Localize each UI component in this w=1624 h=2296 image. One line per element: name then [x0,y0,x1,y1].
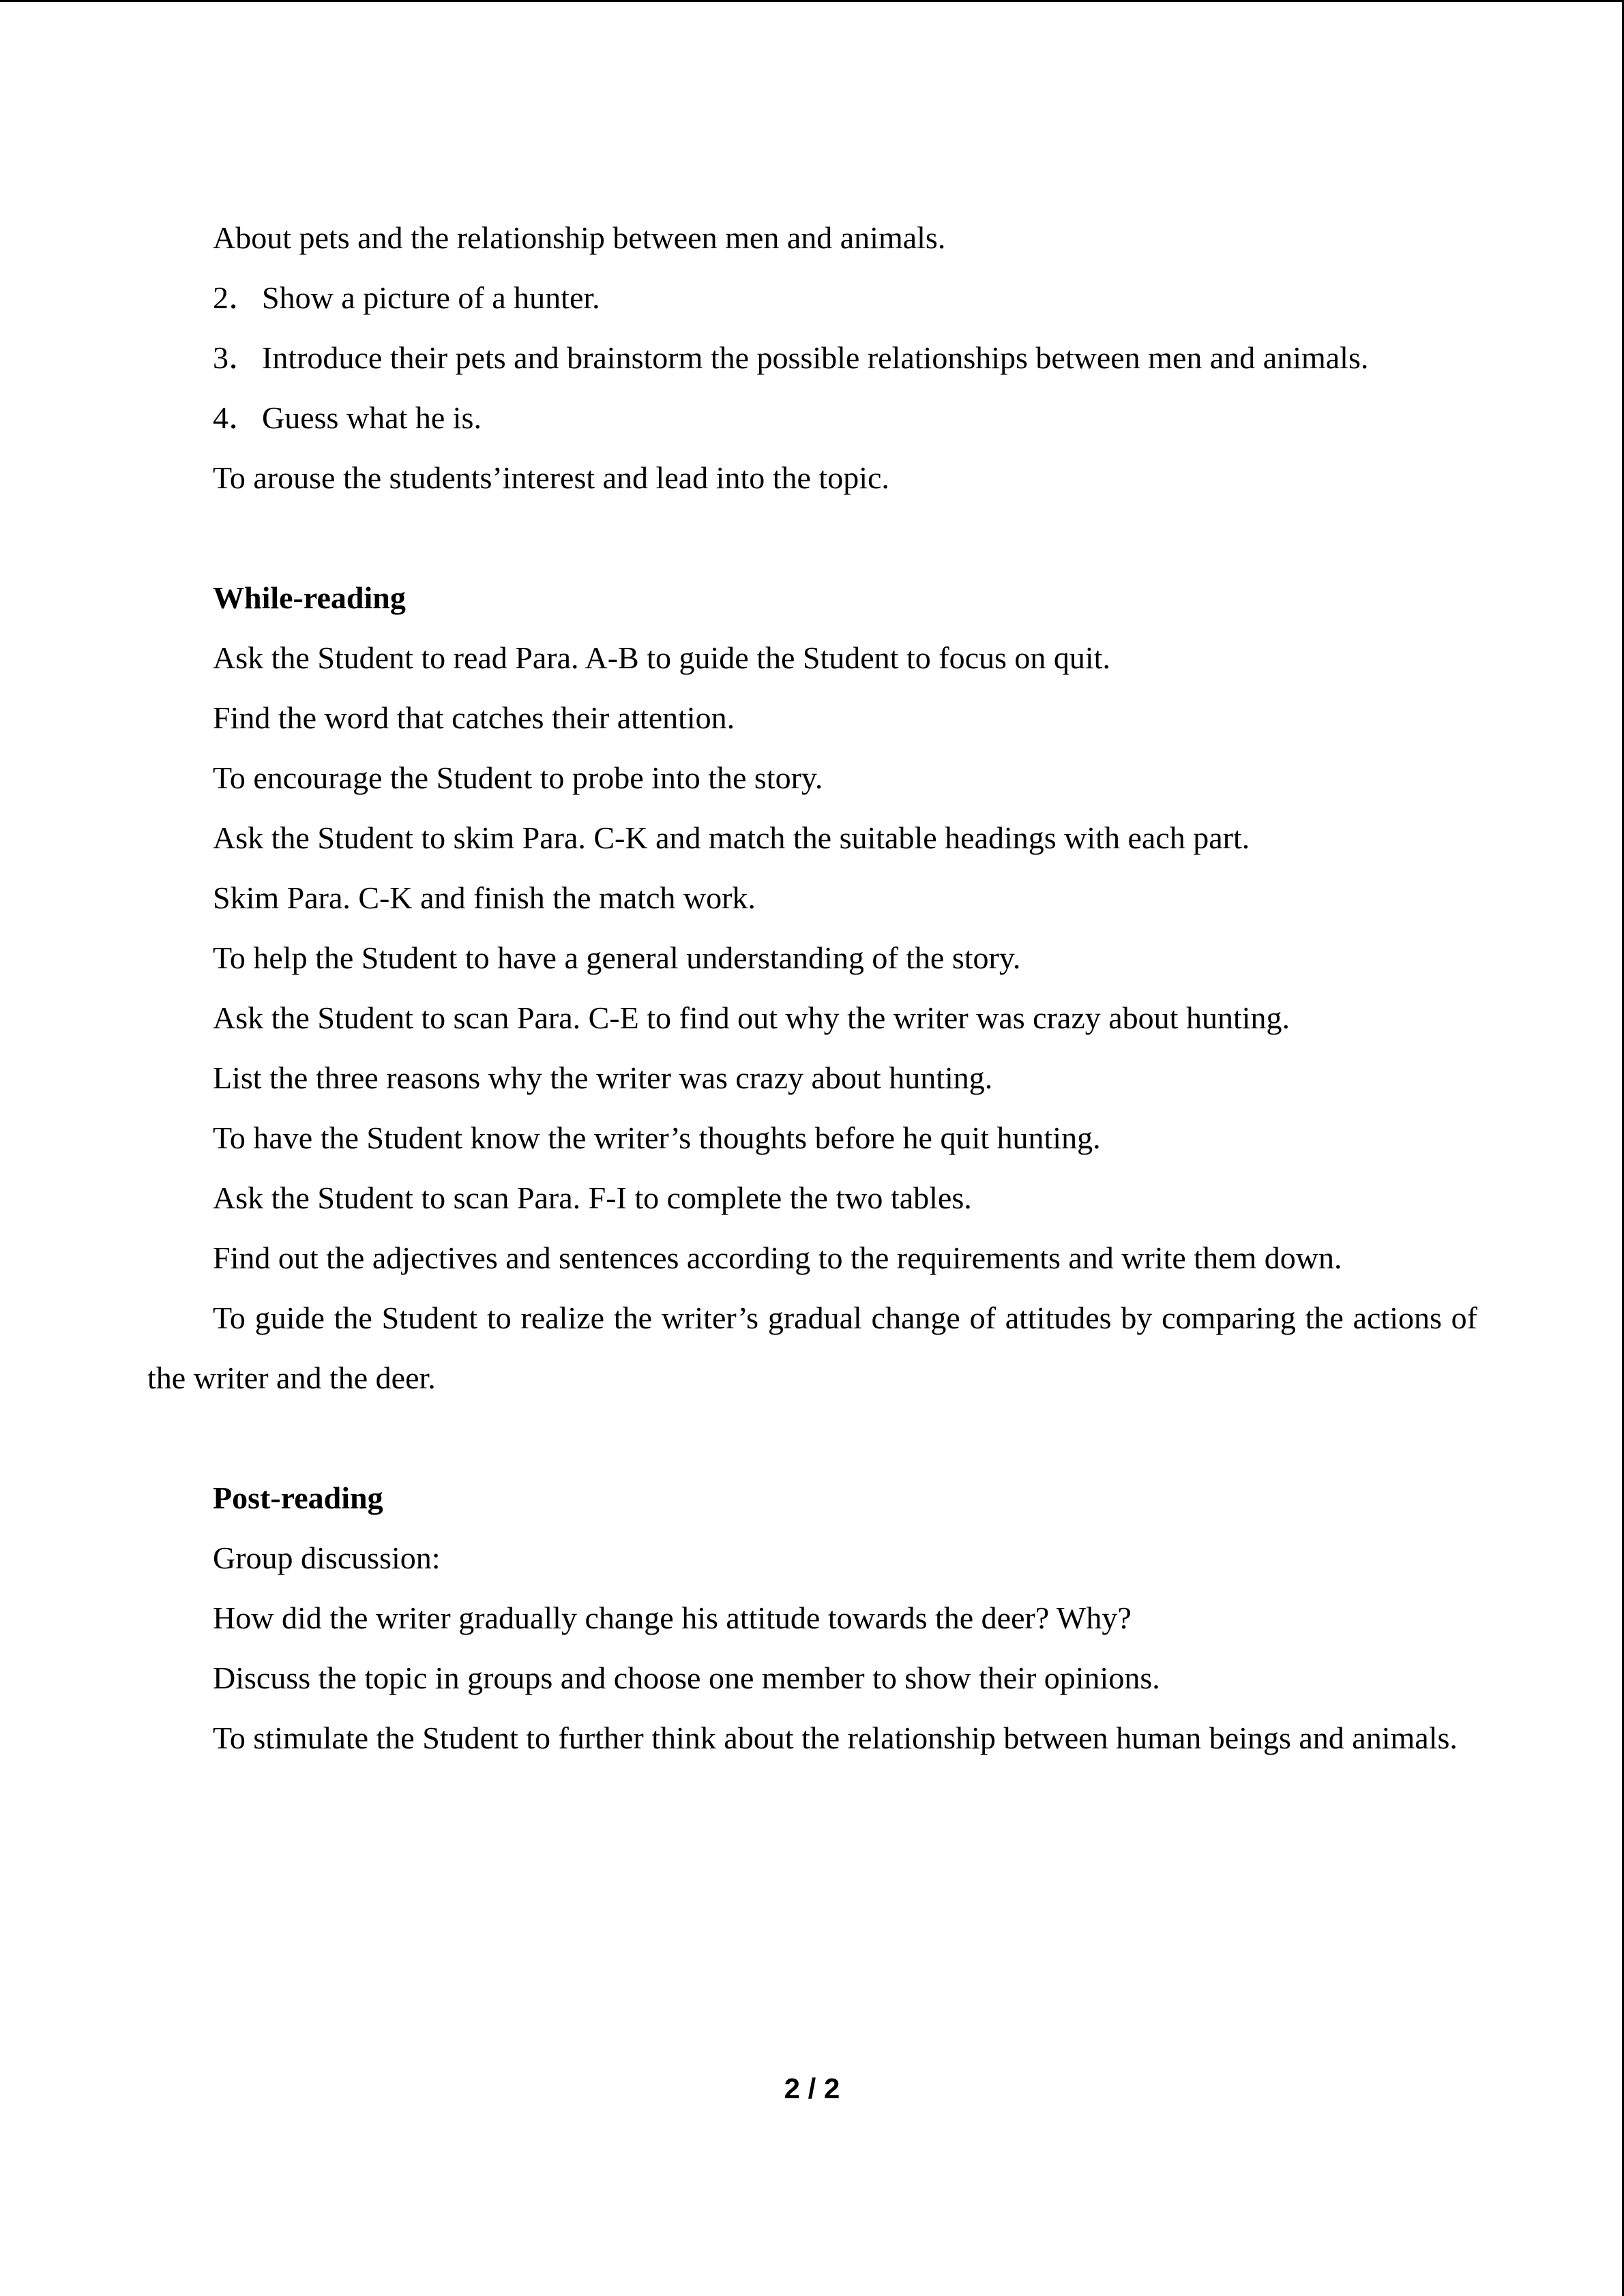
step-number: 2． [213,280,260,315]
while-reading-line: List the three reasons why the writer was crazy about hunting. [213,1060,993,1095]
while-reading-heading: While-reading [213,580,406,615]
post-reading-heading: Post-reading [213,1480,383,1515]
post-reading-line: Group discussion: [213,1540,441,1575]
pre-reading-step [147,328,1477,388]
while-reading-line: Skim Para. C-K and finish the match work. [213,880,756,915]
step-text: Guess what he is. [262,400,482,435]
step-text: Show a picture of a hunter. [262,280,600,315]
step-number: 3． [213,340,260,375]
post-reading-closing: To stimulate the Student to further think about the relationship between human beings and animals. [213,1720,1458,1755]
post-reading-line: How did the writer gradually change his attitude towards the deer? Why? [213,1600,1132,1635]
while-reading-line: Ask the Student to skim Para. C-K and match the suitable headings with each part. [213,820,1250,855]
while-reading-closing: To guide the Student to realize the writer’s gradual change of attitudes by comparing the actions of the writer and the deer. [147,1300,1477,1395]
post-reading-line: Discuss the topic in groups and choose one member to show their opinions. [213,1660,1160,1695]
while-reading-line: Ask the Student to scan Para. F-I to complete the two tables. [213,1180,972,1215]
while-reading-line: Find out the adjectives and sentences according to the requirements and write them down. [213,1240,1342,1275]
section-gap [147,1408,1477,1468]
page-number: 2 / 2 [784,2072,840,2104]
while-reading-line: Ask the Student to read Para. A-B to guide the Student to focus on quit. [213,640,1110,675]
while-reading-line: To help the Student to have a general understanding of the story. [213,940,1021,975]
while-reading-line: Ask the Student to scan Para. C-E to find out why the writer was crazy about hunting. [213,1000,1290,1035]
while-reading-line: Find the word that catches their attention. [213,700,735,735]
document-body [147,208,1477,1768]
section-gap [147,508,1477,568]
pre-reading-step [147,388,1477,448]
while-reading-line: To have the Student know the writer’s thoughts before he quit hunting. [213,1120,1101,1155]
pre-reading-step [147,268,1477,328]
page-border-top [0,0,1624,2]
step-number: 4． [213,400,260,435]
while-reading-line: To encourage the Student to probe into the story. [213,760,823,795]
pre-reading-intro: About pets and the relationship between men and animals. [213,220,946,255]
pre-reading-purpose: To arouse the students’interest and lead into the topic. [213,460,889,495]
step-text: Introduce their pets and brainstorm the possible relationships between men and animals. [262,340,1369,375]
